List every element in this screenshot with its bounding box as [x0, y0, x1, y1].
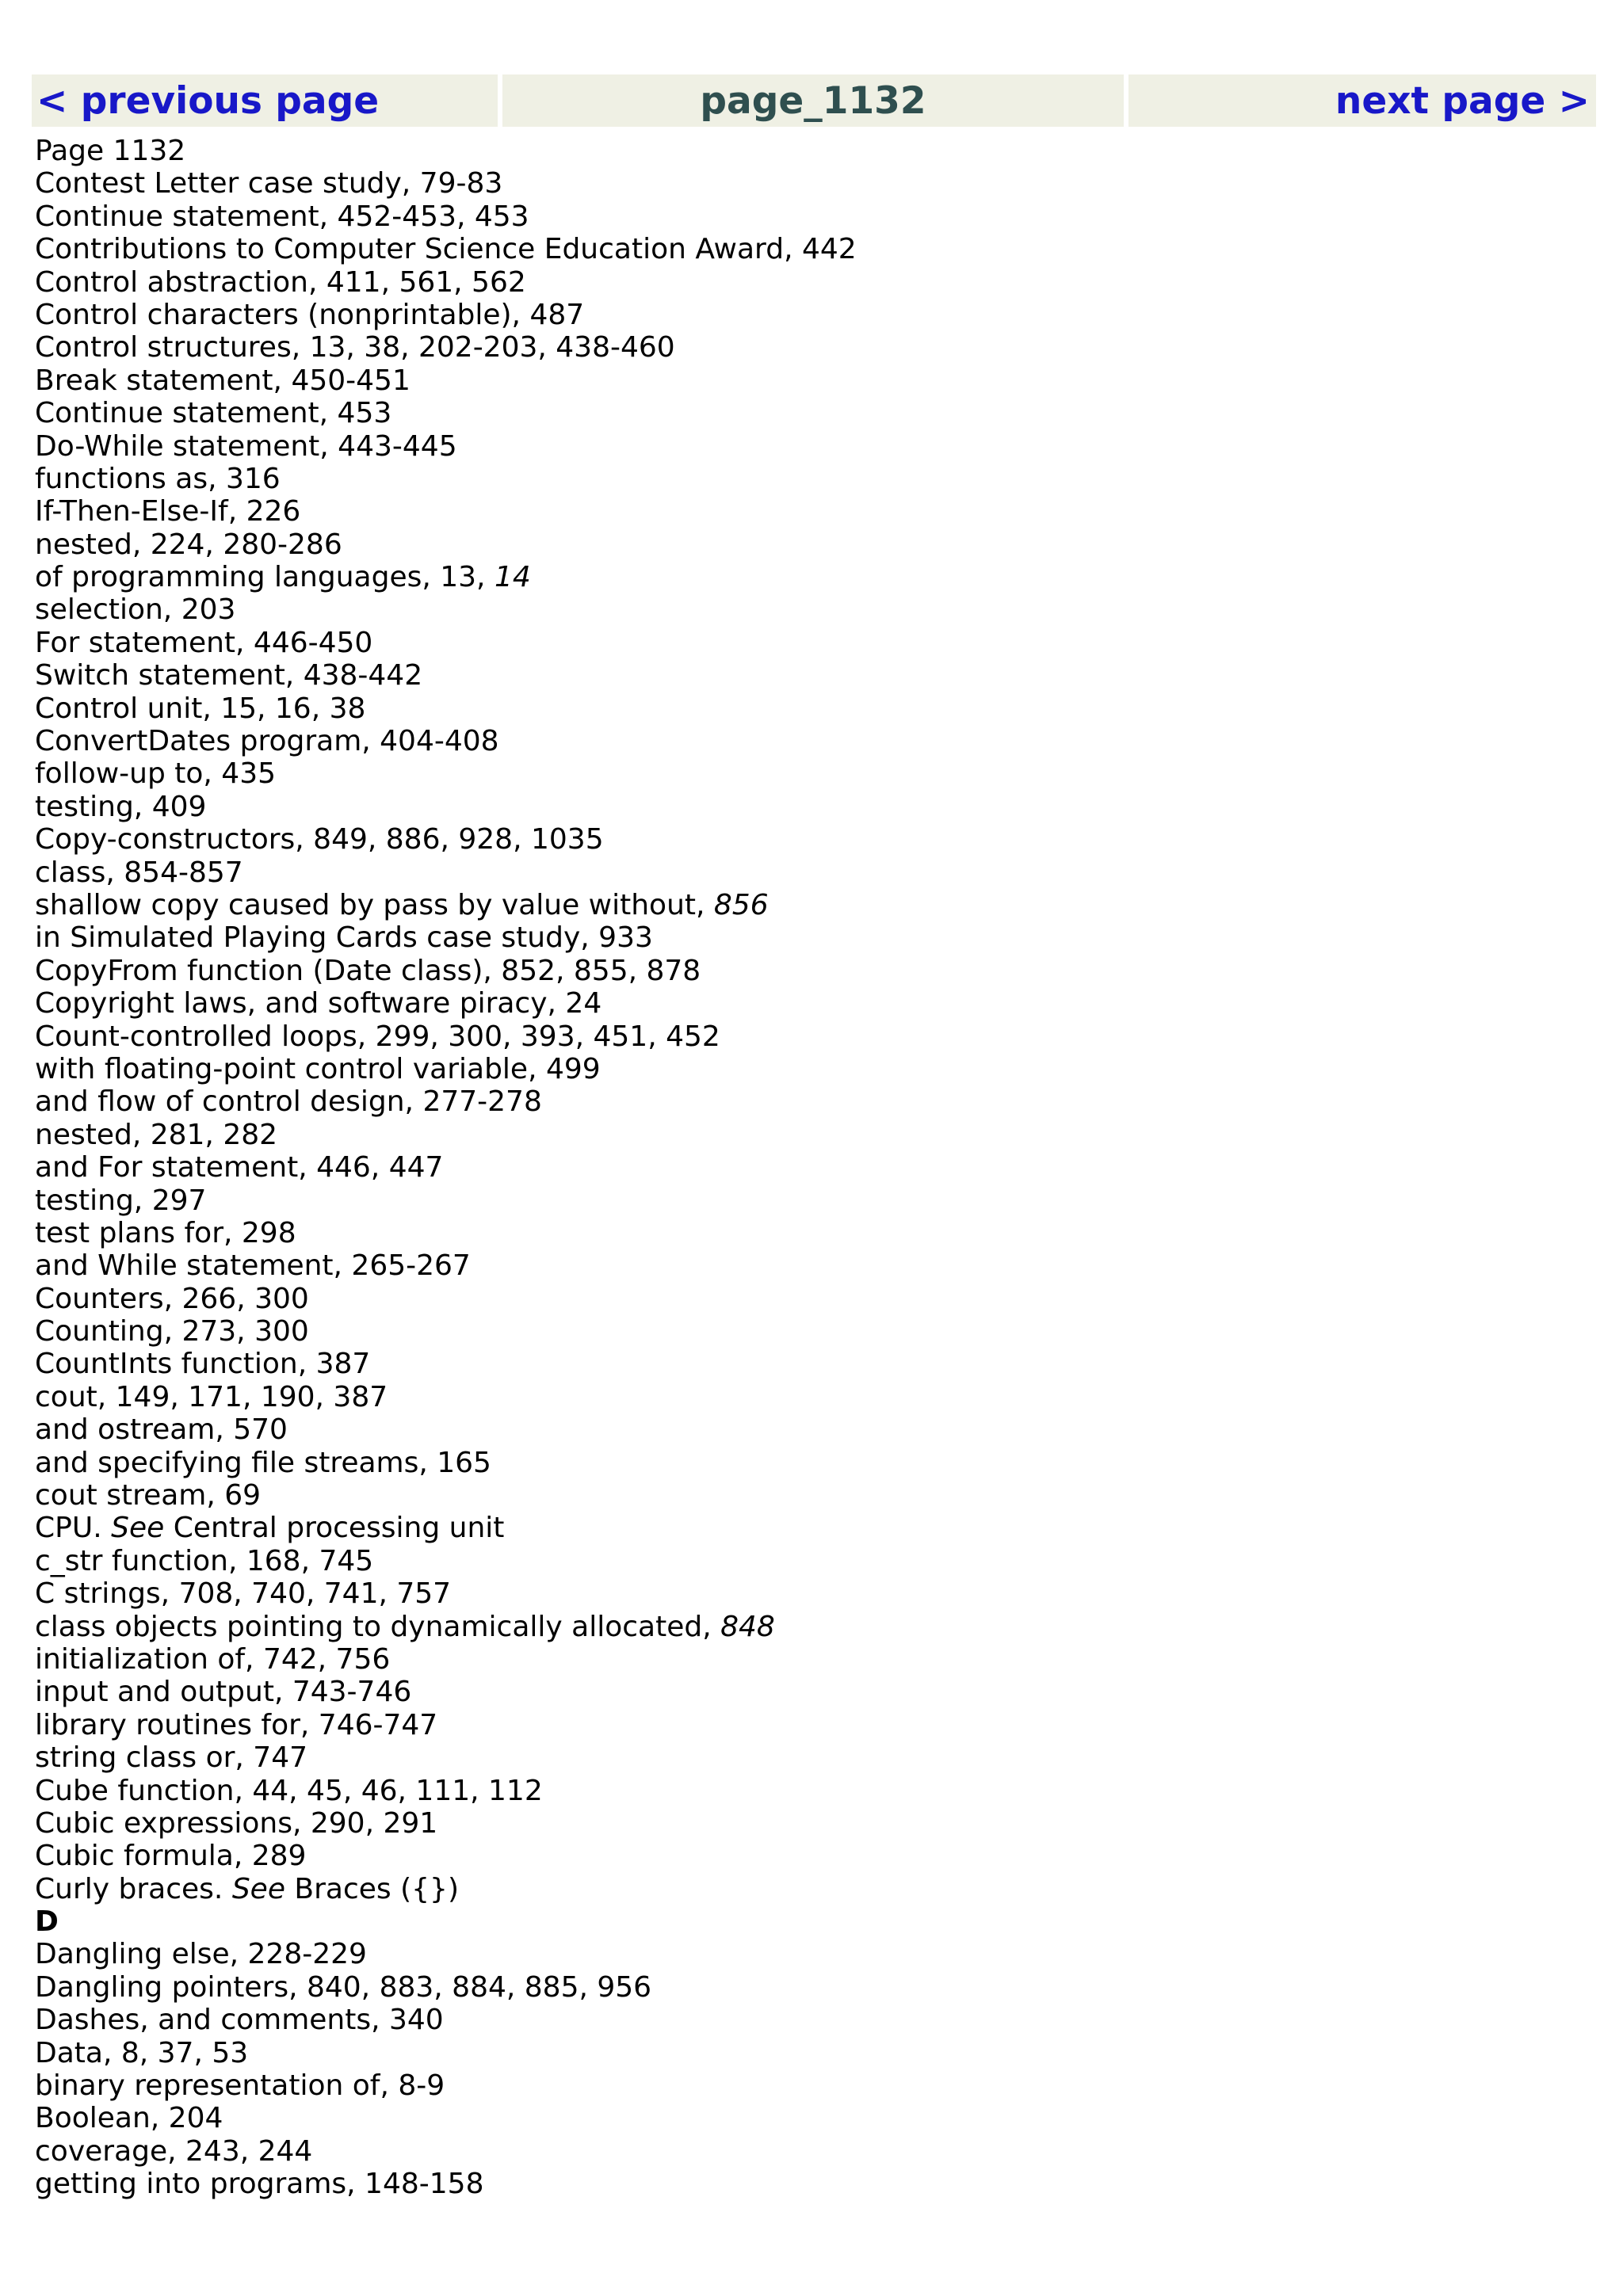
entry-text: and specifying file streams, 165	[35, 1446, 491, 1479]
entry-text: test plans for, 298	[35, 1216, 296, 1249]
index-entry	[35, 1676, 1588, 1708]
entry-text: functions as, 316	[35, 462, 281, 495]
index-entry	[35, 1151, 1588, 1184]
entry-text: CopyFrom function (Date class), 852, 855, 878	[35, 954, 701, 987]
entry-text: Count-controlled loops, 299, 300, 393, 451, 452	[35, 1020, 720, 1053]
index-entry	[35, 659, 1588, 692]
entry-text: input and output, 743-746	[35, 1676, 412, 1709]
entry-text: Control characters (nonprintable), 487	[35, 298, 585, 331]
index-entry	[35, 955, 1588, 987]
index-entry	[35, 1085, 1588, 1118]
index-entry	[35, 1217, 1588, 1249]
index-entry	[35, 397, 1588, 429]
index-entry	[35, 593, 1588, 626]
index-entry	[35, 167, 1588, 200]
index-entry	[35, 1348, 1588, 1380]
entry-tail-text: Central processing unit	[164, 1512, 505, 1545]
entry-text: Control structures, 13, 38, 202-203, 438-460	[35, 331, 675, 364]
index-entry	[35, 1283, 1588, 1315]
entry-text: c_str function, 168, 745	[35, 1544, 374, 1577]
entry-text: follow-up to, 435	[35, 757, 277, 791]
entry-text: and While statement, 265-267	[35, 1249, 471, 1283]
entry-text: Cubic expressions, 290, 291	[35, 1806, 438, 1840]
index-entry	[35, 1119, 1588, 1151]
index-entry	[35, 463, 1588, 495]
entry-text: initialization of, 742, 756	[35, 1642, 391, 1676]
entry-tail-text: Braces ({})	[285, 1872, 460, 1905]
entry-text: C strings, 708, 740, 741, 757	[35, 1577, 452, 1611]
index-entry	[35, 692, 1588, 725]
entry-text: Boolean, 204	[35, 2102, 223, 2135]
index-entry	[35, 1053, 1588, 1085]
index-entry	[35, 1643, 1588, 1676]
entry-text: CPU.	[35, 1512, 112, 1545]
index-entry	[35, 921, 1588, 954]
entry-text: with floating-point control variable, 499	[35, 1052, 601, 1085]
entry-text: CountInts function, 387	[35, 1348, 371, 1381]
index-entry	[35, 1611, 1588, 1643]
entry-text: Contributions to Computer Science Education Award, 442	[35, 233, 857, 266]
index-entry	[35, 725, 1588, 757]
section-letter-heading	[35, 1905, 1588, 1938]
index-entry	[35, 1413, 1588, 1446]
entry-text: getting into programs, 148-158	[35, 2168, 484, 2201]
entry-text: library routines for, 746-747	[35, 1708, 438, 1741]
entry-text: Break statement, 450-451	[35, 364, 411, 397]
entry-text: nested, 224, 280-286	[35, 528, 342, 561]
index-entry	[35, 1741, 1588, 1774]
index-entry	[35, 627, 1588, 659]
index-entry	[35, 495, 1588, 528]
index-entry	[35, 1971, 1588, 2004]
index-entry	[35, 1709, 1588, 1741]
entry-text: D	[35, 1905, 59, 1939]
index-entry	[35, 791, 1588, 823]
index-entry	[35, 2004, 1588, 2036]
index-entry	[35, 266, 1588, 299]
entry-text: ConvertDates program, 404-408	[35, 725, 499, 758]
entry-text: Curly braces.	[35, 1872, 232, 1905]
entry-text: cout, 149, 171, 190, 387	[35, 1380, 388, 1413]
entry-italic-text: 848	[720, 1610, 775, 1643]
entry-text: Counters, 266, 300	[35, 1282, 309, 1315]
entry-text: and ostream, 570	[35, 1413, 288, 1447]
index-entry	[35, 1775, 1588, 1807]
index-entry	[35, 1807, 1588, 1840]
index-entry	[35, 1315, 1588, 1348]
entry-text: class objects pointing to dynamically allocated,	[35, 1610, 721, 1643]
entry-text: Dashes, and comments, 340	[35, 2004, 444, 2037]
entry-text: Counting, 273, 300	[35, 1315, 309, 1348]
entry-italic-text: 856	[713, 888, 769, 921]
index-entry	[35, 331, 1588, 364]
entry-text: If-Then-Else-If, 226	[35, 495, 301, 528]
index-entry	[35, 2168, 1588, 2200]
index-entry	[35, 2102, 1588, 2134]
entry-text: Cube function, 44, 45, 46, 111, 112	[35, 1774, 543, 1807]
index-entry	[35, 823, 1588, 856]
entry-text: Copy-constructors, 849, 886, 928, 1035	[35, 823, 604, 856]
entry-text: shallow copy caused by pass by value without,	[35, 888, 714, 921]
index-entry	[35, 1381, 1588, 1413]
index-entry	[35, 2135, 1588, 2168]
entry-text: Do-While statement, 443-445	[35, 429, 457, 463]
entry-text: and flow of control design, 277-278	[35, 1085, 542, 1119]
entry-text: For statement, 446-450	[35, 626, 373, 659]
index-entry	[35, 1184, 1588, 1217]
entry-text: Data, 8, 37, 53	[35, 2036, 249, 2069]
index-entry	[35, 528, 1588, 561]
entry-text: testing, 297	[35, 1184, 207, 1217]
entry-text: Control unit, 15, 16, 38	[35, 692, 366, 725]
index-entry	[35, 364, 1588, 397]
index-entry	[35, 1479, 1588, 1512]
index-entry	[35, 1577, 1588, 1610]
entry-text: selection, 203	[35, 593, 236, 627]
index-entry	[35, 430, 1588, 463]
entry-text: Control abstraction, 411, 561, 562	[35, 265, 526, 299]
entry-italic-text: See	[111, 1512, 165, 1545]
page-title: page_1132	[502, 74, 1124, 127]
page-navigation-bar	[32, 74, 1596, 127]
index-entry	[35, 1938, 1588, 1970]
index-entry	[35, 561, 1588, 593]
entry-text: in Simulated Playing Cards case study, 933	[35, 921, 653, 955]
index-entry	[35, 1447, 1588, 1479]
index-entry	[35, 1545, 1588, 1577]
entry-italic-text: 14	[494, 561, 531, 594]
page-number-label	[35, 135, 1588, 167]
entry-italic-text: See	[231, 1872, 285, 1905]
entry-text: Page 1132	[35, 135, 186, 167]
entry-text: cout stream, 69	[35, 1479, 262, 1512]
entry-text: Continue statement, 453	[35, 397, 392, 430]
index-entry	[35, 200, 1588, 233]
index-entry	[35, 889, 1588, 921]
entry-text: nested, 281, 282	[35, 1118, 278, 1151]
entry-text: Continue statement, 452-453, 453	[35, 200, 529, 233]
entry-text: Cubic formula, 289	[35, 1840, 307, 1873]
index-entry	[35, 2069, 1588, 2102]
entry-text: Dangling else, 228-229	[35, 1938, 367, 1971]
entry-text: testing, 409	[35, 790, 207, 823]
index-entry	[35, 2037, 1588, 2069]
index-entry	[35, 1512, 1588, 1544]
index-entry	[35, 987, 1588, 1020]
previous-page-link[interactable]: < previous page	[32, 74, 498, 127]
entry-text: Contest Letter case study, 79-83	[35, 167, 503, 200]
entry-text: Copyright laws, and software piracy, 24	[35, 987, 602, 1020]
entry-text: coverage, 243, 244	[35, 2134, 313, 2168]
index-entry	[35, 1840, 1588, 1872]
entry-text: Switch statement, 438-442	[35, 659, 423, 692]
entry-text: binary representation of, 8-9	[35, 2069, 445, 2103]
index-entry	[35, 233, 1588, 265]
entry-text: of programming languages, 13,	[35, 561, 495, 594]
index-entry	[35, 757, 1588, 790]
next-page-link[interactable]: next page >	[1128, 74, 1596, 127]
index-entry	[35, 1020, 1588, 1053]
index-entry	[35, 856, 1588, 889]
index-entry	[35, 299, 1588, 331]
entry-text: and For statement, 446, 447	[35, 1151, 444, 1184]
entry-text: string class or, 747	[35, 1741, 308, 1775]
index-entry	[35, 1249, 1588, 1282]
entry-text: Dangling pointers, 840, 883, 884, 885, 956	[35, 1970, 652, 2004]
index-content	[35, 135, 1588, 2201]
index-entry	[35, 1873, 1588, 1905]
entry-text: class, 854-857	[35, 856, 243, 889]
